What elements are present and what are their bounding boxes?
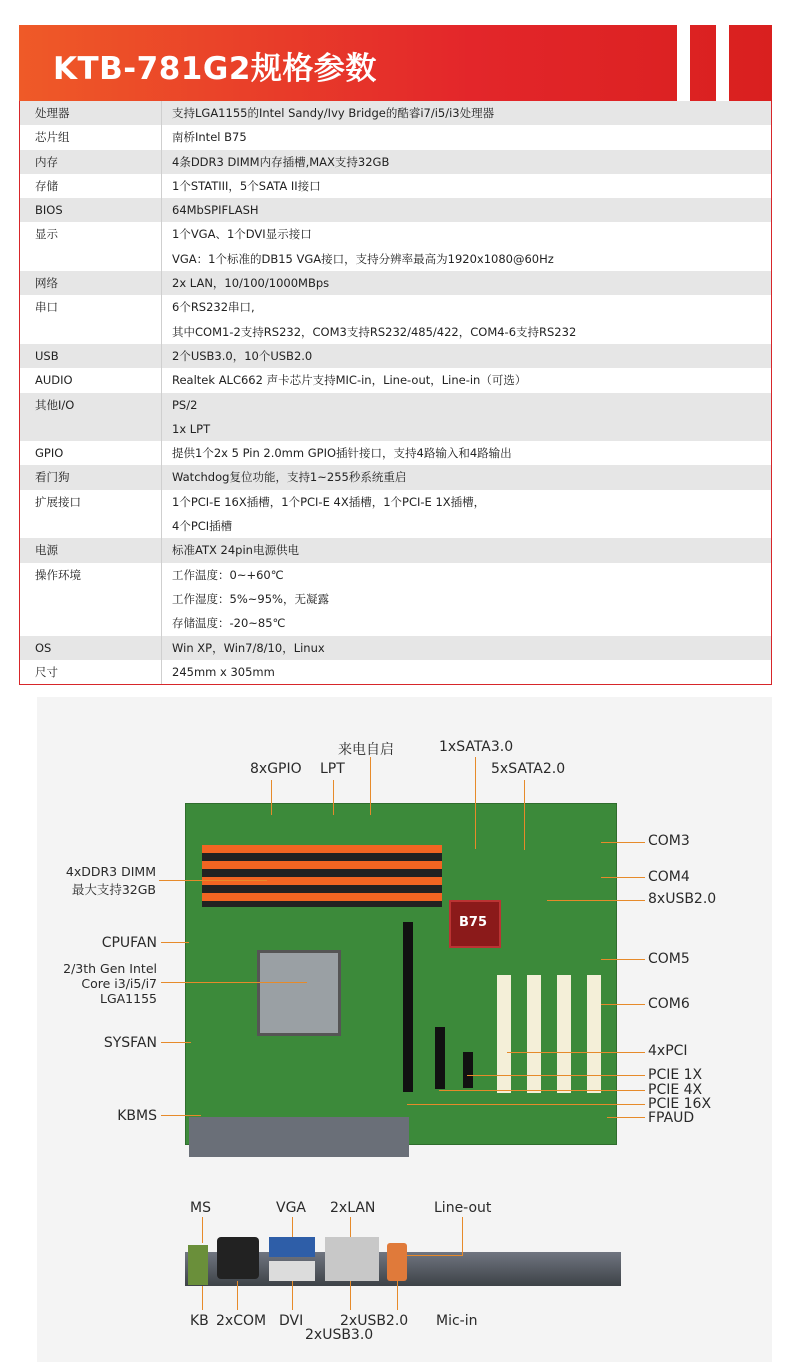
- cpufan-label: CPUFAN: [101, 935, 157, 951]
- spec-value-line: 1个STATIII，5个SATA II接口: [172, 178, 321, 193]
- spec-row: [20, 271, 771, 295]
- ddr-label-line2: 最大支持32GB: [71, 882, 156, 897]
- pcie16-label: PCIE 16X: [648, 1096, 712, 1112]
- spec-value: [161, 101, 771, 125]
- page-title: KTB-781G2规格参数: [53, 51, 377, 87]
- spec-value-line: 64MbSPIFLASH: [172, 203, 259, 218]
- spec-row: [20, 150, 771, 174]
- ms-label: MS: [190, 1200, 211, 1216]
- cpu-socket: [257, 950, 341, 1036]
- spec-value-line: 6个RS232串口,: [172, 300, 255, 315]
- spec-row: [20, 295, 771, 344]
- leader-line: [350, 1217, 351, 1237]
- leader-line: [161, 1042, 191, 1043]
- spec-value-line: 2x LAN，10/100/1000MBps: [172, 276, 330, 291]
- leader-line: [161, 982, 307, 983]
- leader-line: [350, 1281, 351, 1310]
- spec-value-line: 南桥Intel B75: [172, 130, 247, 145]
- spec-label: BIOS: [35, 203, 63, 218]
- pcie4-label: PCIE 4X: [648, 1082, 703, 1098]
- lineout-label: Line-out: [434, 1200, 492, 1216]
- spec-label: 看门狗: [35, 470, 70, 485]
- spec-value-line: 提供1个2x 5 Pin 2.0mm GPIO插针接口，支持4路输入和4路输出: [172, 446, 512, 461]
- leader-line: [271, 780, 272, 815]
- spec-row: [20, 393, 771, 442]
- spec-row: [20, 465, 771, 489]
- cpu-label-line1: 2/3th Gen Intel: [63, 961, 157, 976]
- spec-row: [20, 636, 771, 660]
- spec-label: 扩展接口: [35, 494, 81, 509]
- spec-value: [161, 660, 771, 684]
- leader-line: [161, 1115, 201, 1116]
- spec-value-line: 1个PCI-E 16X插槽，1个PCI-E 4X插槽，1个PCI-E 1X插槽，: [172, 494, 486, 509]
- spec-table: [19, 101, 772, 685]
- com-port: [217, 1237, 259, 1279]
- vga-label: VGA: [276, 1200, 307, 1216]
- spec-value: [161, 344, 771, 368]
- leader-line: [370, 757, 371, 815]
- vga-port: [269, 1237, 315, 1257]
- spec-row: [20, 101, 771, 125]
- spec-label: GPIO: [35, 446, 64, 461]
- spec-label: 内存: [35, 154, 58, 169]
- leader-line: [547, 900, 645, 901]
- spec-value-line: PS/2: [172, 397, 198, 412]
- spec-value-line: 工作湿度：5%~95%，无凝露: [172, 591, 329, 606]
- fpaud-label: FPAUD: [648, 1110, 695, 1126]
- audio-jacks: [387, 1243, 407, 1281]
- spec-value: [161, 150, 771, 174]
- leader-line: [601, 959, 645, 960]
- spec-label: 操作环境: [35, 567, 81, 582]
- spec-value: [161, 198, 771, 222]
- power-on-label: 来电自启: [338, 742, 394, 758]
- spec-value-line: 4个PCI插槽: [172, 519, 233, 534]
- micin-label: Mic-in: [436, 1313, 478, 1329]
- com-label: 2xCOM: [216, 1313, 267, 1329]
- spec-row: [20, 198, 771, 222]
- spec-row: [20, 368, 771, 392]
- spec-label: 存储: [35, 178, 58, 193]
- dimm-slots: [202, 845, 442, 907]
- leader-line: [202, 1217, 203, 1243]
- spec-row: [20, 660, 771, 684]
- spec-label: 电源: [35, 543, 58, 558]
- spec-label: 显示: [35, 227, 58, 242]
- kb-label: KB: [190, 1313, 209, 1329]
- spec-value-line: 4条DDR3 DIMM内存插槽,MAX支持32GB: [172, 154, 390, 169]
- sata3-label: 1xSATA3.0: [439, 739, 514, 755]
- pci-label: 4xPCI: [648, 1043, 688, 1059]
- leader-line: [439, 1090, 645, 1091]
- chip-label: B75: [459, 915, 487, 930]
- spec-value-line: 工作温度：0~+60℃: [172, 567, 284, 582]
- spec-value-line: 245mm x 305mm: [172, 664, 275, 679]
- spec-label: 串口: [35, 300, 58, 315]
- rear-io-panel: [189, 1117, 409, 1157]
- leader-line: [475, 757, 476, 849]
- spec-value: [161, 538, 771, 562]
- ddr-label-line1: 4xDDR3 DIMM: [65, 864, 156, 879]
- leader-line: [202, 1286, 203, 1310]
- spec-row: [20, 538, 771, 562]
- spec-label: 其他I/O: [35, 397, 75, 412]
- spec-row: [20, 563, 771, 636]
- leader-line: [462, 1217, 463, 1255]
- cpu-label-line3: LGA1155: [99, 991, 157, 1006]
- spec-value: [161, 636, 771, 660]
- leader-line: [507, 1052, 645, 1053]
- leader-line: [292, 1217, 293, 1237]
- spec-row: [20, 490, 771, 539]
- dvi-label: DVI: [279, 1313, 304, 1329]
- spec-label: 网络: [35, 276, 58, 291]
- spec-value: [161, 295, 771, 344]
- banner-stripe: [716, 25, 729, 101]
- pcie4-slot: [435, 1027, 445, 1089]
- spec-value-line: 支持LGA1155的Intel Sandy/Ivy Bridge的酷睿i7/i5/i3处理器: [172, 106, 495, 120]
- spec-label: AUDIO: [35, 373, 73, 388]
- ps2-port: [188, 1245, 208, 1285]
- sysfan-label: SYSFAN: [103, 1035, 157, 1051]
- spec-value: [161, 174, 771, 198]
- leader-line: [601, 877, 645, 878]
- com4-label: COM4: [648, 869, 690, 885]
- spec-label: 尺寸: [35, 664, 58, 679]
- lan-label: 2xLAN: [330, 1200, 376, 1216]
- spec-value: [161, 368, 771, 392]
- spec-label: USB: [35, 348, 59, 363]
- leader-line: [292, 1281, 293, 1310]
- com6-label: COM6: [648, 996, 690, 1012]
- usb2-io-label: 2xUSB2.0: [340, 1313, 409, 1329]
- leader-line: [159, 880, 267, 881]
- spec-value-line: 1x LPT: [172, 421, 211, 436]
- pcie1-slot: [463, 1052, 473, 1088]
- spec-label: 芯片组: [35, 130, 70, 145]
- spec-value: [161, 222, 771, 271]
- spec-value-line: 存储温度：-20~85℃: [172, 616, 286, 631]
- spec-row: [20, 344, 771, 368]
- spec-value-line: VGA：1个标准的DB15 VGA接口，支持分辨率最高为1920x1080@60Hz: [172, 251, 554, 266]
- com3-label: COM3: [648, 833, 690, 849]
- leader-line: [467, 1075, 645, 1076]
- spec-row: [20, 174, 771, 198]
- leader-line: [524, 780, 525, 850]
- spec-label: OS: [35, 640, 52, 655]
- pcie1-label: PCIE 1X: [648, 1067, 703, 1083]
- leader-line: [601, 842, 645, 843]
- spec-row: [20, 441, 771, 465]
- spec-value-line: Watchdog复位功能，支持1~255秒系统重启: [172, 470, 407, 485]
- banner-stripe: [677, 25, 690, 101]
- board-diagram: [37, 697, 772, 1362]
- leader-line: [407, 1255, 463, 1256]
- leader-line: [601, 1004, 645, 1005]
- spec-value-line: 1个VGA、1个DVI显示接口: [172, 227, 312, 242]
- spec-value-line: Win XP，Win7/8/10，Linux: [172, 640, 325, 655]
- spec-row: [20, 222, 771, 271]
- spec-value: [161, 563, 771, 636]
- lpt-label: LPT: [320, 761, 345, 777]
- spec-value: [161, 441, 771, 465]
- spec-value-line: 2个USB3.0，10个USB2.0: [172, 348, 313, 363]
- spec-value-line: 其中COM1-2支持RS232，COM3支持RS232/485/422，COM4-6支持RS232: [172, 324, 577, 339]
- spec-row: [20, 125, 771, 149]
- spec-value: [161, 490, 771, 539]
- leader-line: [161, 942, 189, 943]
- spec-value-line: Realtek ALC662 声卡芯片支持MIC-in，Line-out，Line-in（可选）: [172, 373, 527, 388]
- cpu-label-line2: Core i3/i5/i7: [81, 976, 157, 991]
- spec-value: [161, 125, 771, 149]
- usb2-header-label: 8xUSB2.0: [648, 891, 717, 907]
- pcie16-slot: [403, 922, 413, 1092]
- spec-value: [161, 393, 771, 442]
- leader-line: [237, 1281, 238, 1310]
- lan-usb-ports: [325, 1237, 379, 1281]
- title-banner: [19, 25, 772, 101]
- leader-line: [333, 780, 334, 815]
- spec-value-line: 标准ATX 24pin电源供电: [172, 543, 299, 558]
- com5-label: COM5: [648, 951, 690, 967]
- kbms-label: KBMS: [117, 1108, 157, 1124]
- spec-label: 处理器: [35, 106, 70, 120]
- leader-line: [407, 1104, 645, 1105]
- gpio-label: 8xGPIO: [250, 761, 302, 777]
- leader-line: [397, 1281, 398, 1310]
- dvi-port: [269, 1261, 315, 1281]
- usb3-io-label: 2xUSB3.0: [305, 1327, 374, 1343]
- leader-line: [607, 1117, 645, 1118]
- spec-value: [161, 271, 771, 295]
- spec-value: [161, 465, 771, 489]
- sata2-label: 5xSATA2.0: [491, 761, 566, 777]
